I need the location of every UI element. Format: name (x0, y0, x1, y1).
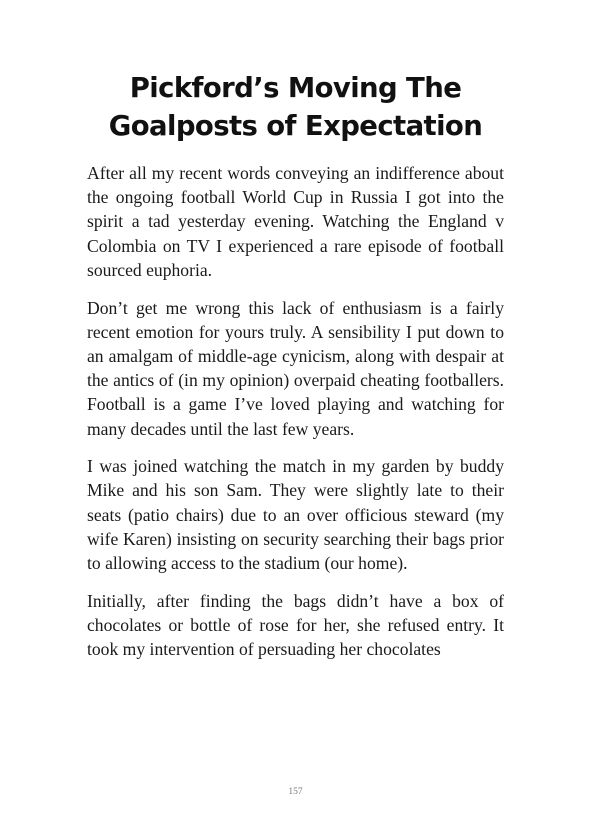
page-number: 157 (288, 787, 303, 797)
paragraph-3: I was joined watching the match in my garden by buddy Mike and his son Sam. They were slightly late to their seats (patio chairs) due to an over officious steward (my wife Karen) insisting on security searching their bags prior to allowing access to the stadium (our home). (87, 456, 504, 574)
paragraph-4: Initially, after finding the bags didn’t have a box of chocolates or bottle of rose for her, she refused entry. It took my intervention of persuading her chocolates (87, 590, 504, 660)
paragraph-2: Don’t get me wrong this lack of enthusiasm is a fairly recent emotion for yours truly. A sensibility I put down to an amalgam of middle-age cynicism, along with despair at the antics of (in my opinion) overpaid cheating footballers. Football is a game I’ve loved playing and watching for many decades until the last few years. (87, 297, 504, 439)
chapter-title-line-2: Goalposts of Expectation (108, 110, 483, 142)
chapter-title (60, 69, 531, 145)
body-text (87, 161, 504, 675)
chapter-title-line-1: Pickford’s Moving The (129, 72, 462, 104)
paragraph-1: After all my recent words conveying an indifference about the ongoing football World Cup in Russia I got into the spirit a tad yesterday evening. Watching the England v Colombia on TV I experienced a rare episode of football sourced euphoria. (87, 163, 504, 280)
